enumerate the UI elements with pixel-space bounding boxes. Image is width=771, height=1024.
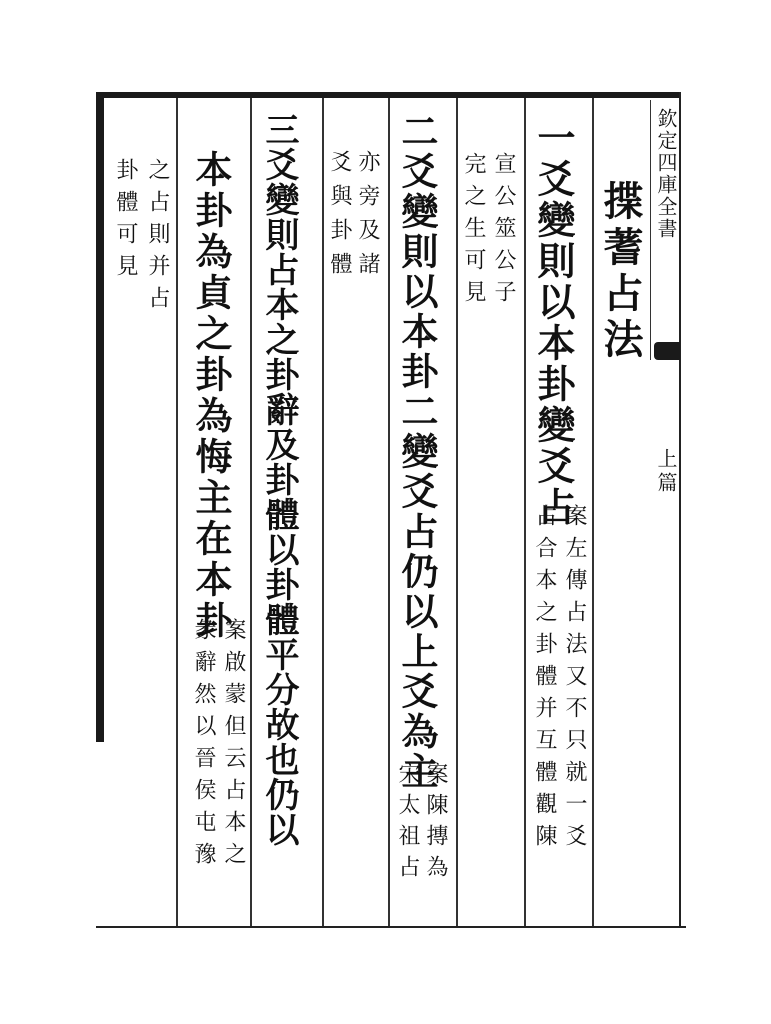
annotation-line-4a: 亦旁及諸 [355, 150, 380, 286]
frame-left-border [96, 92, 104, 742]
annotation-line-3b: 宋太祖占 [395, 762, 420, 886]
annotation-line-7a: 之占則并占 [145, 158, 170, 318]
annotation-line-1b: 占合本之卦體并互體觀陳 [532, 504, 557, 856]
column-rule [388, 98, 390, 926]
annotation-line-2b: 完之生可見 [461, 152, 486, 312]
main-text-line-3: 二爻變則以本卦二變爻占仍以上爻為主 [395, 112, 439, 792]
spine-section: 上篇 [654, 448, 678, 496]
annotation-line-4b: 爻與卦體 [327, 150, 352, 286]
annotation-line-6a: 案啟蒙但云占本之 [221, 618, 246, 874]
annotation-line-6b: 彖辭然以晉侯屯豫 [191, 618, 216, 874]
frame-bottom-border [96, 926, 686, 928]
main-text-line-1: 一爻變則以本卦變爻占 [531, 118, 576, 528]
annotation-line-2a: 宣公筮公子 [491, 152, 516, 312]
column-rule [524, 98, 526, 926]
annotation-line-3a: 案陳摶為 [423, 762, 448, 886]
column-rule [456, 98, 458, 926]
spine-title: 欽定四庫全書 [654, 108, 678, 240]
column-rule [592, 98, 594, 926]
section-heading: 揲蓍占法 [597, 180, 644, 364]
main-text-line-5: 三爻變則占本之卦辭及卦體以卦體平分故也仍以 [259, 112, 299, 847]
annotation-line-1a: 案左傳占法又不只就一爻 [562, 504, 587, 856]
annotation-line-7b: 卦體可見 [113, 158, 138, 286]
fishtail-mark [654, 342, 680, 360]
column-rule [250, 98, 252, 926]
column-rule [322, 98, 324, 926]
column-rule [176, 98, 178, 926]
main-text-line-6: 本卦為貞之卦為悔主在本卦 [189, 150, 233, 642]
